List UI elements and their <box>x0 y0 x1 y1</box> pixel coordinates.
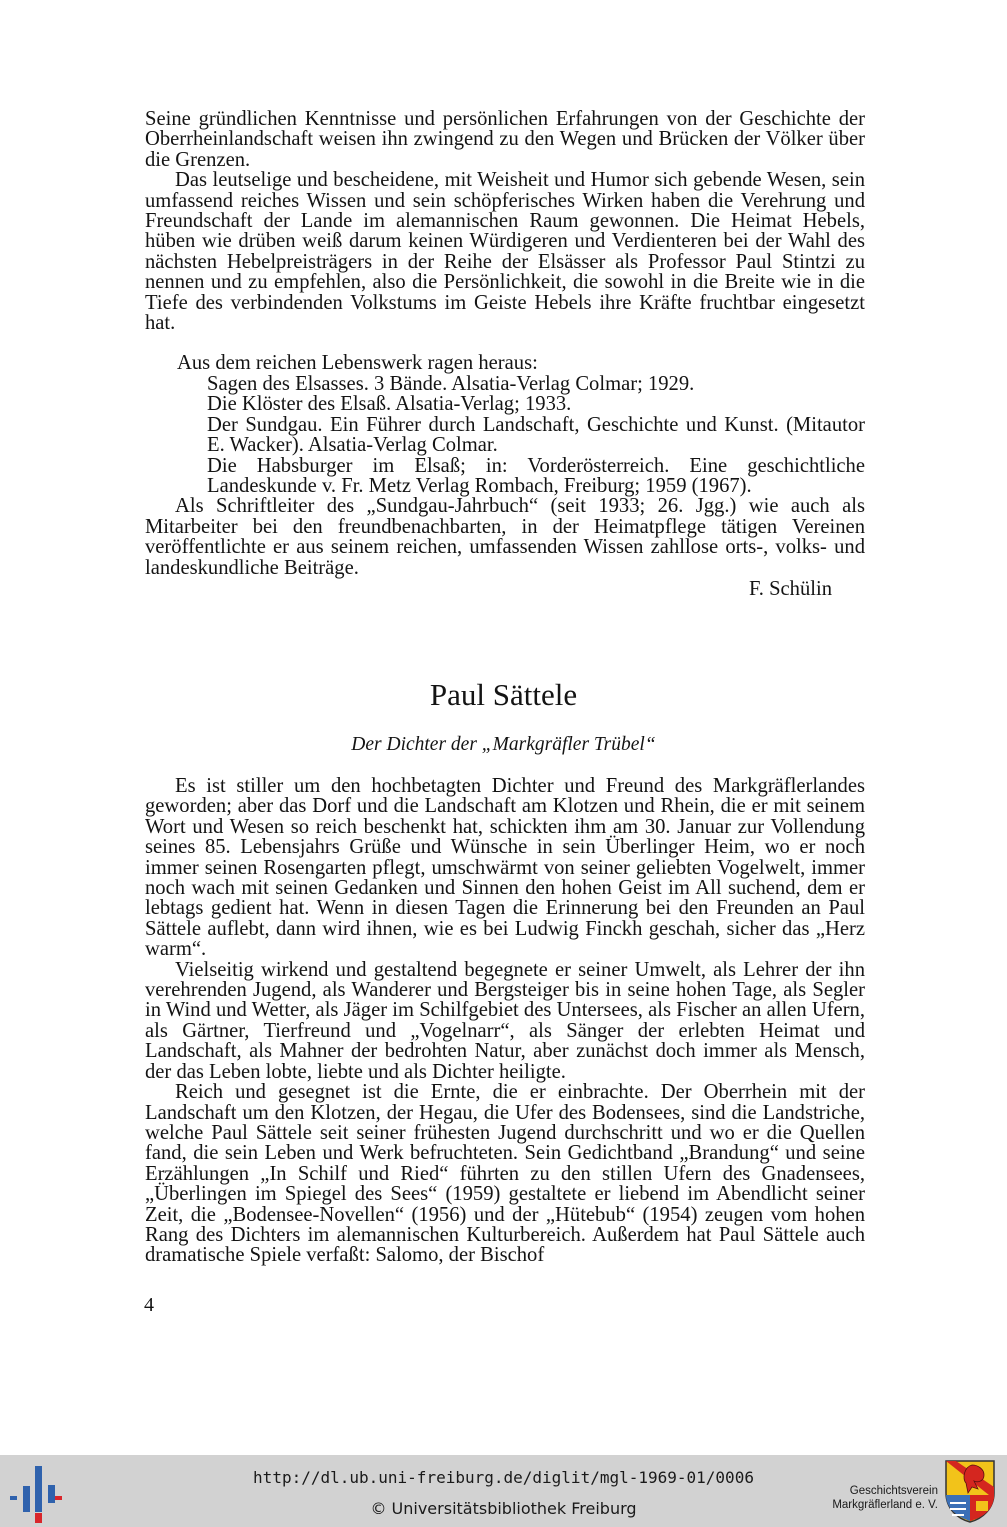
paragraph: Das leutselige und bescheidene, mit Weisheit und Humor sich gebende Wesen, sein umfassend reiches Wissen und sein schöpferisches Wirken haben die Verehrung und Freundschaft der Lande im alemannischen Raum gewonnen. Die Heimat Hebels, hüben wie drüben weiß darum keinen Würdigeren und Verdienteren bei der Wahl des nächsten Hebelpreisträgers in der Reihe der Elsässer als Professor Paul Stintzi zu nennen und zu empfehlen, also die Persönlichkeit, die sowohl in die Breite wie in die Tiefe des verbindenden Volkstums im Geiste Hebels ihre Kräfte fruchtbar eingesetzt hat. <box>145 169 865 335</box>
society-name[interactable] <box>832 1484 938 1512</box>
article-body <box>145 776 865 1266</box>
society-line: Markgräflerland e. V. <box>832 1499 938 1511</box>
copyright-notice: © Universitätsbibliothek Freiburg <box>370 1499 637 1518</box>
footer-bar <box>0 1455 1007 1527</box>
list-item: Der Sundgau. Ein Führer durch Landschaft, Geschichte und Kunst. (Mitautor E. Wacker). Alsatia-Verlag Colmar. <box>207 413 865 457</box>
paragraph: Als Schriftleiter des „Sundgau-Jahrbuch“ (seit 1933; 26. Jgg.) wie auch als Mitarbeiter bei den freundbenachbarten, in der Heimatpflege tätigen Vereinen veröffentlichte er aus seinem reichen, umfassenden Wissen zahllose orts-, volks- und landeskundliche Beiträge. <box>145 495 865 579</box>
previous-article-continuation <box>145 109 865 599</box>
paragraph: Seine gründlichen Kenntnisse und persönlichen Erfahrungen von der Geschichte der Oberrheinlandschaft weisen ihn zwingend zu den Wegen und Brücken der Völker über die Grenzen. <box>145 108 865 171</box>
list-item: Sagen des Elsasses. 3 Bände. Alsatia-Verlag Colmar; 1929. <box>207 372 695 395</box>
page-number: 4 <box>144 1294 154 1316</box>
list-item: Die Klöster des Elsaß. Alsatia-Verlag; 1933. <box>207 393 572 416</box>
works-list <box>145 374 865 496</box>
author-signature: F. Schülin <box>748 577 832 600</box>
list-item: Die Habsburger im Elsaß; in: Vorderösterreich. Eine geschichtliche Landeskunde v. Fr. Metz Verlag Rombach, Freiburg; 1959 (1967). <box>207 454 865 497</box>
source-url-link[interactable]: http://dl.ub.uni-freiburg.de/diglit/mgl-1969-01/0006 <box>253 1468 754 1487</box>
article-title: Paul Sättele <box>429 677 578 712</box>
coat-of-arms-icon[interactable] <box>944 1459 996 1523</box>
paragraph: Vielseitig wirkend und gestaltend begegnete er seiner Umwelt, als Lehrer der ihn verehrenden Jugend, als Wanderer und Bergsteiger bis in seine hohen Tage, als Segler in Wind und Wetter, als Jäger im Schilfgebiet des Untersees, als Fischer an allen Ufern, als Gärtner, Tierfreund und „Vogelnarr“, als Sänger der erlebten Heimat und Landschaft, als Mahner der bedrohten Natur, aber zunächst doch immer als Mensch, der das Leben lobte, liebte und als Dichter heiligte. <box>145 958 865 1083</box>
paragraph: Es ist stiller um den hochbetagten Dichter und Freund des Markgräflerlandes geworden; aber das Dorf und die Landschaft am Klotzen und Rhein, die er mit seinem Wort und Wesen so reich beschenkt hat, schickten ihm am 30. Januar zur Vollendung seines 85. Lebensjahrs Grüße und Wünsche in sein Überlinger Heim, wo er noch immer seinen Rosengarten pflegt, umschwärmt von seiner geliebten Vogelwelt, immer noch wach mit seinen Gedanken und Sinnen den hohen Geist im All suchend, dem er lebtags gedient hat. Wenn in diesen Tagen die Erinnerung bei den Freunden an Paul Sättele auflebt, dann wird ihnen, wie es bei Ludwig Finckh geschah, sicher das „Herz warm“. <box>145 775 865 961</box>
works-intro: Aus dem reichen Lebenswerk ragen heraus: <box>177 352 538 375</box>
paragraph: Reich und gesegnet ist die Ernte, die er einbrachte. Der Oberrhein mit der Landschaft um den Klotzen, der Hegau, die Ufer des Bodensees, sind die Landstriche, welche Paul Sättele seit seiner frühesten Jugend durchschritt und wo er die Quellen fand, die sein Leben und Werk befruchteten. Sein Gedichtband „Brandung“ und seine Erzählungen „In Schilf und Ried“ führten zu den stillen Ufern des Gnadensees, „Überlingen im Spiegel des Sees“ (1959) gestaltete er liebend im Abendlicht seiner Zeit, die „Bodensee-Novellen“ (1956) und der „Hütebub“ (1954) zeugen vom hohen Rang des Dichters im alemannischen Kulturbereich. Außerdem hat Paul Sättele auch dramatische Spiele verfaßt: Salomo, der Bischof <box>145 1081 865 1267</box>
article-subtitle: Der Dichter der „Markgräfler Trübel“ <box>351 734 656 755</box>
society-line: Geschichtsverein <box>849 1485 938 1497</box>
